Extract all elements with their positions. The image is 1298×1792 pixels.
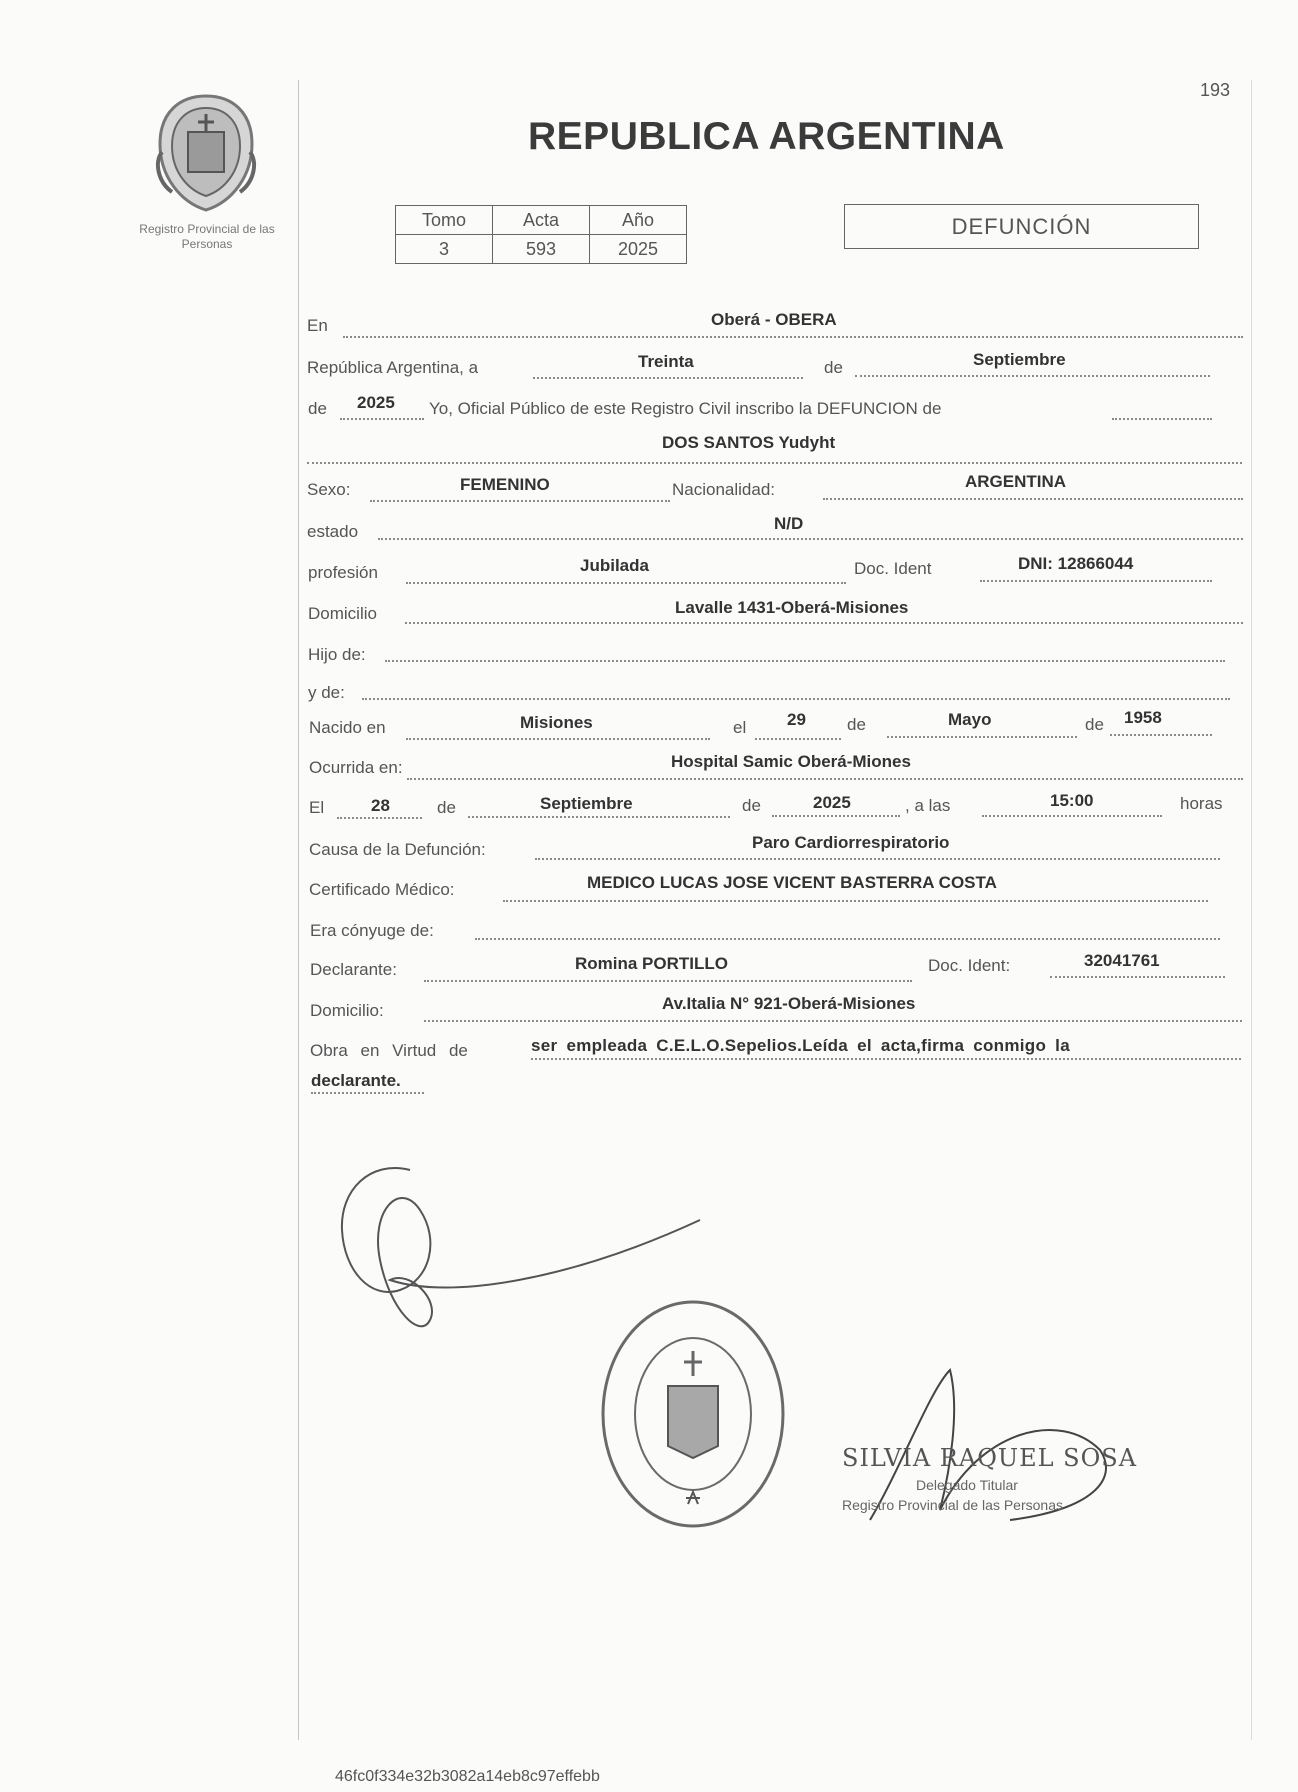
sex-value: FEMENINO bbox=[460, 475, 550, 494]
provincial-emblem-icon bbox=[150, 92, 262, 214]
place-value: Oberá - OBERA bbox=[711, 310, 837, 329]
dotted-line bbox=[1112, 418, 1212, 420]
label-domicilio: Domicilio bbox=[308, 604, 377, 623]
label-republica: República Argentina, a bbox=[307, 358, 479, 377]
civil-status-value: N/D bbox=[774, 514, 804, 533]
label-de: de bbox=[824, 358, 843, 377]
label-causa: Causa de la Defunción: bbox=[309, 840, 486, 859]
tomo-header: Tomo bbox=[396, 206, 493, 235]
birth-day-value: 29 bbox=[787, 710, 806, 729]
dotted-line bbox=[424, 1020, 1242, 1022]
label-a-las: , a las bbox=[905, 796, 951, 815]
label-certificado: Certificado Médico: bbox=[309, 880, 455, 899]
label-estado: estado bbox=[307, 522, 359, 541]
dotted-line bbox=[378, 538, 1243, 540]
label-domicilio-colon: Domicilio: bbox=[310, 1001, 384, 1020]
dotted-line bbox=[475, 938, 1220, 940]
label-hijo-de: Hijo de: bbox=[308, 645, 366, 664]
medical-certificate-value: MEDICO LUCAS JOSE VICENT BASTERRA COSTA bbox=[587, 873, 997, 892]
label-en: En bbox=[307, 316, 328, 335]
birth-month-value: Mayo bbox=[948, 710, 992, 729]
document-title: REPUBLICA ARGENTINA bbox=[528, 115, 1005, 158]
dotted-line bbox=[755, 738, 841, 740]
death-place-value: Hospital Samic Oberá-Miones bbox=[671, 752, 911, 771]
label-conyuge: Era cónyuge de: bbox=[310, 921, 434, 940]
death-day-value: 28 bbox=[371, 796, 390, 815]
reference-header-row bbox=[396, 206, 687, 235]
birthplace-value: Misiones bbox=[520, 713, 593, 732]
label-ocurrida-en: Ocurrida en: bbox=[309, 758, 403, 777]
record-type-box: DEFUNCIÓN bbox=[844, 204, 1199, 249]
left-margin-rule bbox=[298, 80, 299, 1740]
signer-role: Delegado Titular bbox=[916, 1477, 1018, 1493]
official-seal-icon bbox=[598, 1296, 788, 1532]
registration-year-value: 2025 bbox=[357, 393, 395, 412]
death-time-value: 15:00 bbox=[1050, 791, 1094, 810]
document-id-value: DNI: 12866044 bbox=[1018, 554, 1134, 573]
registration-month-value: Septiembre bbox=[973, 350, 1066, 369]
declarant-name-value: Romina PORTILLO bbox=[575, 954, 728, 973]
label-doc-ident-colon: Doc. Ident: bbox=[928, 956, 1011, 975]
declarant-address-value: Av.Italia N° 921-Oberá-Misiones bbox=[662, 994, 916, 1013]
label-el-upper: El bbox=[309, 798, 325, 817]
label-de: de bbox=[742, 796, 761, 815]
deceased-name-value: DOS SANTOS Yudyht bbox=[662, 433, 836, 452]
dotted-line bbox=[503, 900, 1208, 902]
label-declarante: Declarante: bbox=[310, 960, 397, 979]
dotted-line bbox=[340, 418, 424, 420]
label-de: de bbox=[847, 715, 866, 734]
justification-value: ser empleada C.E.L.O.Sepelios.Leída el acta,firma conmigo la bbox=[531, 1036, 1070, 1055]
acta-header: Acta bbox=[493, 206, 590, 235]
dotted-line bbox=[823, 498, 1243, 500]
label-doc-ident: Doc. Ident bbox=[854, 559, 932, 578]
dotted-line bbox=[887, 736, 1077, 738]
declarant-document-value: 32041761 bbox=[1084, 951, 1160, 970]
anio-value: 2025 bbox=[590, 235, 687, 264]
label-de: de bbox=[1085, 715, 1104, 734]
dotted-line bbox=[405, 622, 1243, 624]
signer-name: SILVIA RAQUEL SOSA bbox=[842, 1444, 1138, 1472]
label-nacionalidad: Nacionalidad: bbox=[672, 480, 776, 499]
label-de: de bbox=[308, 399, 327, 418]
dotted-line bbox=[307, 462, 1242, 464]
signer-organization: Registro Provincial de las Personas bbox=[842, 1497, 1063, 1513]
registration-day-value: Treinta bbox=[638, 352, 694, 371]
label-official-statement: Yo, Oficial Público de este Registro Civil inscribo la DEFUNCION de bbox=[429, 399, 942, 418]
nationality-value: ARGENTINA bbox=[965, 472, 1067, 491]
label-el: el bbox=[733, 718, 747, 737]
profession-value: Jubilada bbox=[580, 556, 649, 575]
label-de: de bbox=[437, 798, 456, 817]
cause-of-death-value: Paro Cardiorrespiratorio bbox=[752, 833, 950, 852]
tomo-value: 3 bbox=[396, 235, 493, 264]
dotted-line bbox=[1110, 734, 1212, 736]
document-hash: 46fc0f334e32b3082a14eb8c97effebb bbox=[335, 1768, 600, 1785]
dotted-line bbox=[980, 580, 1212, 582]
address-value: Lavalle 1431-Oberá-Misiones bbox=[675, 598, 909, 617]
death-year-value: 2025 bbox=[813, 793, 851, 812]
right-margin-rule bbox=[1251, 80, 1252, 1740]
label-sexo: Sexo: bbox=[307, 480, 351, 499]
dotted-line bbox=[535, 858, 1220, 860]
anio-header: Año bbox=[590, 206, 687, 235]
dotted-line bbox=[370, 500, 670, 502]
birth-year-value: 1958 bbox=[1124, 708, 1162, 727]
justification-continuation-value: declarante. bbox=[311, 1071, 401, 1090]
dotted-line bbox=[406, 582, 846, 584]
acta-value: 593 bbox=[493, 235, 590, 264]
label-horas: horas bbox=[1180, 794, 1223, 813]
dotted-line bbox=[406, 738, 710, 740]
reference-table bbox=[395, 205, 687, 264]
dotted-line bbox=[311, 1092, 424, 1094]
dotted-line bbox=[855, 375, 1210, 377]
dotted-line bbox=[343, 336, 1243, 338]
dotted-line bbox=[1050, 976, 1225, 978]
page-number: 193 bbox=[1200, 80, 1231, 100]
dotted-line bbox=[772, 815, 900, 817]
label-nacido-en: Nacido en bbox=[309, 718, 386, 737]
dotted-line bbox=[362, 698, 1230, 700]
dotted-line bbox=[337, 817, 422, 819]
label-y-de: y de: bbox=[308, 683, 345, 702]
reference-value-row bbox=[396, 235, 687, 264]
registry-name: Registro Provincial de las Personas bbox=[139, 222, 275, 251]
dotted-line bbox=[424, 980, 912, 982]
dotted-line bbox=[407, 778, 1243, 780]
dotted-line bbox=[531, 1058, 1241, 1060]
label-obra-en-virtud: Obra en Virtud de bbox=[310, 1041, 468, 1060]
dotted-line bbox=[533, 377, 803, 379]
label-profesion: profesión bbox=[308, 563, 378, 582]
death-month-value: Septiembre bbox=[540, 794, 633, 813]
dotted-line bbox=[385, 660, 1225, 662]
dotted-line bbox=[468, 816, 730, 818]
dotted-line bbox=[982, 815, 1162, 817]
